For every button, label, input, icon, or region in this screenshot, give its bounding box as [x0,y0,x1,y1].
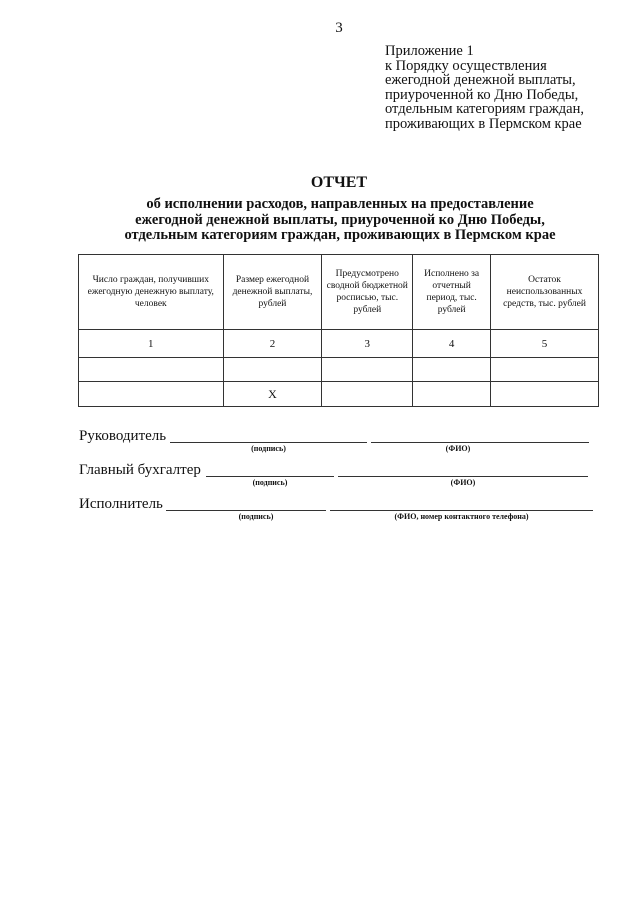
head-signature-caption: (подпись) [251,444,286,453]
accountant-signature-caption: (подпись) [252,478,288,487]
appendix-line: к Порядку осуществления [385,57,547,74]
table-cell [413,358,491,382]
executor-signature-label: Исполнитель [79,496,163,512]
table-cell [322,382,413,407]
column-number: 2 [223,330,322,358]
column-number: 4 [413,330,491,358]
head-signature-label: Руководитель [79,428,167,444]
table-cell [491,358,599,382]
table-cell [223,358,322,382]
header-budget-planned: Предусмотрено сводной бюджетной росписью, тыс. рублей [322,255,413,330]
appendix-line: ежегодной денежной выплаты, [385,72,576,89]
document-title: ОТЧЕТ [310,174,368,191]
subtitle-line: ежегодной денежной выплаты, приуроченной ко Дню Победы, [135,211,545,228]
column-number: 1 [79,330,224,358]
executor-name-line [330,510,593,511]
head-name-line [371,442,589,443]
appendix-line: Приложение 1 [385,43,474,59]
executor-signature-line [166,510,326,511]
accountant-name-line [338,476,588,477]
report-table [78,254,599,407]
accountant-signature-label: Главный бухгалтер [79,462,201,478]
head-name-caption: (ФИО) [445,444,471,453]
table-cell [491,382,599,407]
header-remaining: Остаток неиспользованных средств, тыс. рублей [491,255,599,330]
table-row [79,382,599,407]
table-cell [79,358,224,382]
x-mark-cell: Х [223,382,322,407]
table-number-row [79,330,599,358]
subtitle-line: об исполнении расходов, направленных на предоставление [146,196,534,212]
accountant-signature-line [206,476,334,477]
accountant-name-caption: (ФИО) [450,478,476,487]
header-payment-size: Размер ежегодной денежной выплаты, рублей [223,255,322,330]
table-cell [79,382,224,407]
subtitle-line: отдельным категориям граждан, проживающих в Пермском крае [124,227,556,243]
table-cell [322,358,413,382]
appendix-line: проживающих в Пермском крае [385,115,582,132]
head-signature-line [170,442,367,443]
page-number: 3 [335,20,343,36]
appendix-line: отдельным категориям граждан, [385,101,584,118]
header-citizens-count: Число граждан, получивших ежегодную денежную выплату, человек [79,255,224,330]
executor-signature-caption: (подпись) [238,512,274,521]
document-subtitle [90,197,590,244]
column-number: 3 [322,330,413,358]
executor-name-caption: (ФИО, номер контактного телефона) [394,512,529,521]
table-header-row [79,255,599,330]
table-cell [413,382,491,407]
appendix-line: приуроченной ко Дню Победы, [385,86,579,103]
appendix-note [385,44,584,132]
table-row [79,358,599,382]
header-executed: Исполнено за отчетный период, тыс. рублей [413,255,491,330]
column-number: 5 [491,330,599,358]
